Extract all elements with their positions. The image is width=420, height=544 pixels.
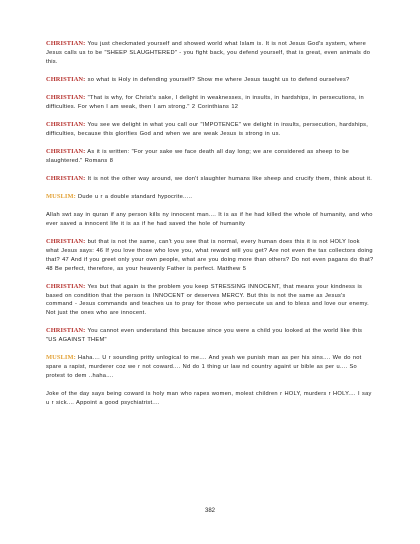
muslim-paragraph [46,354,374,380]
paragraph-text: so what is Holy in defending yourself? Show me where Jesus taught us to defend ourselves? [87,76,350,83]
paragraph-text: You cannot even understand this because since you were a child you looked at the world like this "US AGAINST THEM" [46,328,363,344]
christian-paragraph [46,76,374,85]
paragraph-text: You just checkmated yourself and showed world what Islam is. It is not Jesus God's system, where Jesus calls us to be "SHEEP SLAUGHTERED" - you fight back, you defend yourself, that is great, even animals do this. [46,41,371,65]
paragraph-text: As it is written: "For your sake we face death all day long; we are considered as sheep to be slaughtered." Romans 8 [46,148,350,164]
christian-speaker-label: CHRISTIAN: [46,93,86,101]
muslim-speaker-label: MUSLIM: [46,193,76,201]
body-paragraph [46,390,374,408]
christian-paragraph [46,148,374,166]
muslim-speaker-label: MUSLIM: [46,354,76,362]
christian-speaker-label: CHRISTIAN: [46,327,86,335]
christian-speaker-label: CHRISTIAN: [46,282,86,290]
paragraph-text: but that is not the same, can't you see that is normal, every human does this it is not HOLY look what Jesus says: 46 If you love those who love you, what reward will you get? Are not even the tax collectors doing that? 47 And if you greet only your own people, what are you doing more than others? Do not even pagans do that? 48 Be perfect, therefore, as your heavenly Father is perfect. Matthew 5 [46,239,374,272]
christian-speaker-label: CHRISTIAN: [46,75,86,83]
christian-paragraph [46,175,374,184]
paragraph-text: Allah swt say in quran if any person kills ny innocent man.... It is as if he had killed the whole of humanity, and who ever saved a innocent life it is as if he had saved the hole of humanity [46,212,373,228]
christian-speaker-label: CHRISTIAN: [46,174,86,182]
christian-speaker-label: CHRISTIAN: [46,147,86,155]
paragraph-text: Joke of the day says being coward is holy man who rapes women, molest children r HOLY, murders r HOLY.... I say u r sick.... Appoint a good psychiatrist.... [46,391,372,406]
paragraph-text: Haha.... U r sounding pritty unlogical to me.... And yeah we punish man as per his sins.... We do not spare a rapist, murderer coz we r not coward.... Nd do 1 thing ur law nd country againt ur bible as per u.... So protest to dem ..haha.... [46,355,362,380]
paragraph-text: You see we delight in what you call our "IMPOTENCE" we delight in insults, persecution, hardships, difficulties, because this glorifies God and when we are weak Jesus is strong in us. [46,121,369,137]
christian-paragraph [46,327,374,345]
christian-speaker-label: CHRISTIAN: [46,120,86,128]
christian-paragraph [46,121,374,139]
christian-paragraph [46,40,374,66]
page-number: 382 [204,508,215,514]
christian-speaker-label: CHRISTIAN: [46,40,86,47]
christian-paragraph [46,283,374,318]
paragraph-text: Yes but that again is the problem you keep STRESSING INNOCENT, that means your kindness is based on condition that the person is INNOCENT or deserves MERCY. But this is not the same as Jesus's command - Jesus commands and teaches us to pray for those who persecute us and to bless and love our enemy. Not just the ones who are innocent. [46,283,369,317]
body-paragraph [46,211,374,229]
paragraph-text: "That is why, for Christ's sake, I delight in weaknesses, in insults, in hardships, in persecutions, in difficulties. For when I am weak, then I am strong." 2 Corinthians 12 [46,94,364,110]
christian-speaker-label: CHRISTIAN: [46,238,86,246]
paragraph-text: Dude u r a double standard hypocrite..... [78,194,193,201]
christian-paragraph [46,238,374,273]
christian-paragraph [46,94,374,112]
muslim-paragraph [46,193,374,202]
dialogue-content [46,40,374,408]
paragraph-text: It is not the other way around, we don't slaughter humans like sheep and crucify them, think about it. [87,175,373,182]
